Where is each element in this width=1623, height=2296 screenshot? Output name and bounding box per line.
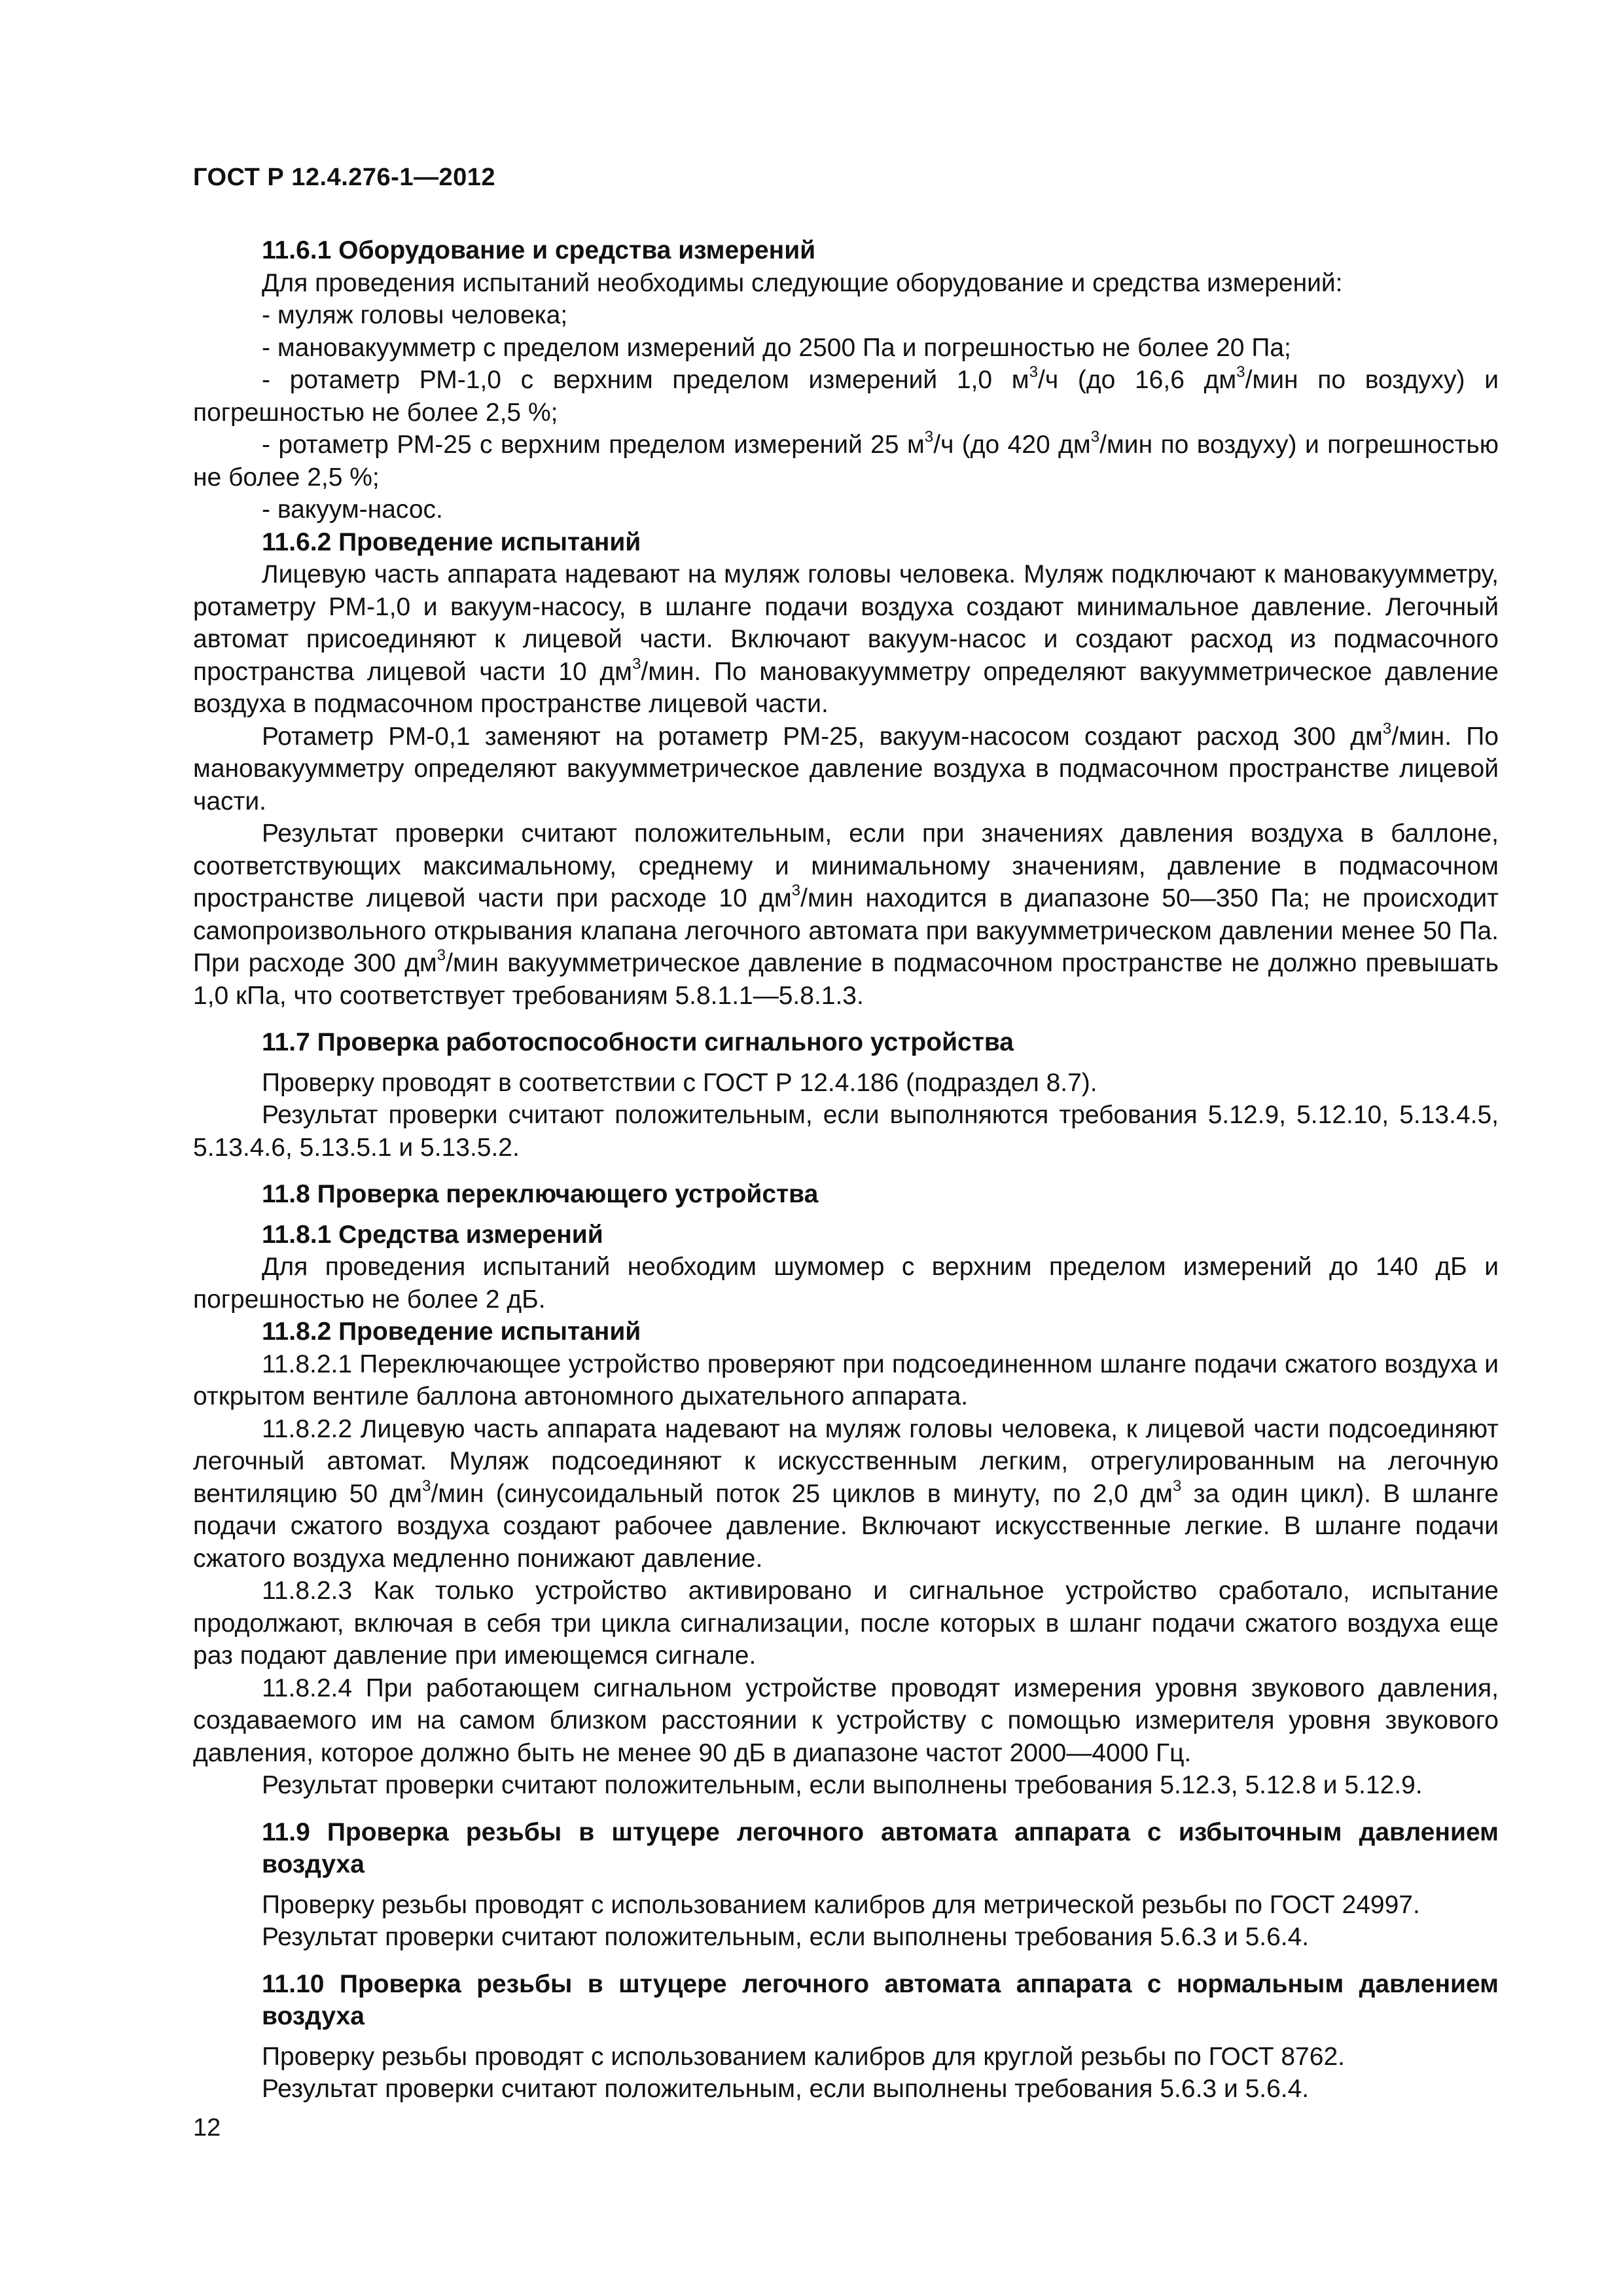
document-code-header: ГОСТ Р 12.4.276-1—2012: [193, 164, 496, 191]
paragraph: Результат проверки считают положительным, если выполнены требования 5.6.3 и 5.6.4.: [262, 1923, 1310, 1951]
paragraph: Результат проверки считают положительным, если выполнены требования 5.6.3 и 5.6.4.: [262, 2075, 1310, 2103]
paragraph: Результат проверки считают положительным, если при значениях давления воздуха в баллоне, соответствующих максимальному, среднему и минимальному значениям, давление в подмасочном пространстве лицевой части при расходе 10 $дм^3$/мин находится в диапазоне 50—350 Па; не происходит самопроизвольного открывания клапана легочного автомата при вакуумметрическом давлении менее 50 Па. При расходе 300 $дм^3$/мин вакуумметрическое давление в подмасочном пространстве не должно превышать 1,0 кПа, что соответствует требованиям 5.8.1.1—5.8.1.3.: [193, 819, 1499, 1010]
paragraph: 11.8.2.4 При работающем сигнальном устройстве проводят измерения уровня звукового давления, создаваемого им на самом близком расстоянии к устройству с помощью измерителя уровня звукового давления, которое должно быть не менее 90 дБ в диапазоне частот 2000—4000 Гц.: [193, 1674, 1499, 1767]
heading-11-10: 11.10 Проверка резьбы в штуцере легочного автомата аппарата с нормальным давлением воздуха: [262, 1969, 1499, 2030]
list-item: - ротаметр РМ-25 с верхним пределом измерений 25 $м^3/ч$ (до 420 $дм^3$/мин по воздуху) и погрешностью не более 2,5 %;: [193, 428, 1499, 492]
heading-11-8-2: 11.8.2 Проведение испытаний: [262, 1318, 641, 1346]
list-item: - вакуум-насос.: [262, 495, 443, 524]
heading-11-6-2: 11.6.2 Проведение испытаний: [262, 528, 641, 556]
paragraph: Проверку резьбы проводят с использованием калибров для круглой резьбы по ГОСТ 8762.: [262, 2042, 1345, 2071]
paragraph: Проверку резьбы проводят с использованием калибров для метрической резьбы по ГОСТ 24997.: [262, 1890, 1420, 1919]
document-body: [193, 234, 1499, 2106]
paragraph: Лицевую часть аппарата надевают на муляж головы человека. Муляж подключают к мановакуумметру, ротаметру РМ-1,0 и вакуум-насосу, в шланге подачи воздуха создают минимальное давление. Легочный автомат присоединяют к лицевой части. Включают вакуум-насос и создают расход из подмасочного пространства лицевой части 10 $дм^3$/мин. По мановакуумметру определяют вакуумметрическое давление воздуха в подмасочном пространстве лицевой части.: [193, 560, 1499, 718]
list-item: - мановакуумметр с пределом измерений до 2500 Па и погрешностью не более 20 Па;: [262, 333, 1291, 362]
paragraph: Для проведения испытаний необходим шумомер с верхним пределом измерений до 140 дБ и погрешностью не более 2 дБ.: [193, 1253, 1499, 1314]
list-item: - ротаметр РМ-1,0 с верхним пределом измерений 1,0 $м^3/ч$ (до 16,6 $дм^3$/мин по воздуху) и погрешностью не более 2,5 %;: [193, 363, 1499, 427]
paragraph: 11.8.2.1 Переключающее устройство проверяют при подсоединенном шланге подачи сжатого воздуха и открытом вентиле баллона автономного дыхательного аппарата.: [193, 1350, 1499, 1410]
heading-11-6-1: 11.6.1 Оборудование и средства измерений: [262, 236, 816, 264]
heading-11-9: 11.9 Проверка резьбы в штуцере легочного автомата аппарата с избыточным давлением воздуха: [262, 1818, 1499, 1878]
heading-11-7: 11.7 Проверка работоспособности сигнального устройства: [262, 1028, 1014, 1056]
paragraph: 11.8.2.2 Лицевую часть аппарата надевают на муляж головы человека, к лицевой части подсоединяют легочный автомат. Муляж подсоединяют к искусственным легким, отрегулированным на легочную вентиляцию 50 $дм^3$/мин (синусоидальный поток 25 циклов в минуту, по 2,0 $дм^3$ за один цикл). В шланге подачи сжатого воздуха создают рабочее давление. Включают искусственные легкие. В шланге подачи сжатого воздуха медленно понижают давление.: [193, 1414, 1499, 1573]
heading-11-8-1: 11.8.1 Средства измерений: [262, 1220, 603, 1249]
paragraph: Результат проверки считают положительным, если выполняются требования 5.12.9, 5.12.10, 5.13.4.5, 5.13.4.6, 5.13.5.1 и 5.13.5.2.: [193, 1101, 1499, 1162]
page-number: 12: [193, 2114, 221, 2142]
paragraph: 11.8.2.3 Как только устройство активировано и сигнальное устройство сработало, испытание продолжают, включая в себя три цикла сигнализации, после которых в шланг подачи сжатого воздуха еще раз подают давление при имеющемся сигнале.: [193, 1577, 1499, 1670]
list-item: - муляж головы человека;: [262, 301, 568, 329]
paragraph: Проверку проводят в соответствии с ГОСТ Р 12.4.186 (подраздел 8.7).: [262, 1068, 1097, 1097]
paragraph: Ротаметр РМ-0,1 заменяют на ротаметр РМ-25, вакуум-насосом создают расход 300 $дм^3$/мин. По мановакуумметру определяют вакуумметрическое давление воздуха в подмасочном пространстве лицевой части.: [193, 719, 1499, 816]
heading-11-8: 11.8 Проверка переключающего устройства: [262, 1180, 819, 1208]
paragraph: Результат проверки считают положительным, если выполнены требования 5.12.3, 5.12.8 и 5.12.9.: [262, 1771, 1423, 1799]
paragraph: Для проведения испытаний необходимы следующие оборудование и средства измерений:: [262, 268, 1343, 297]
